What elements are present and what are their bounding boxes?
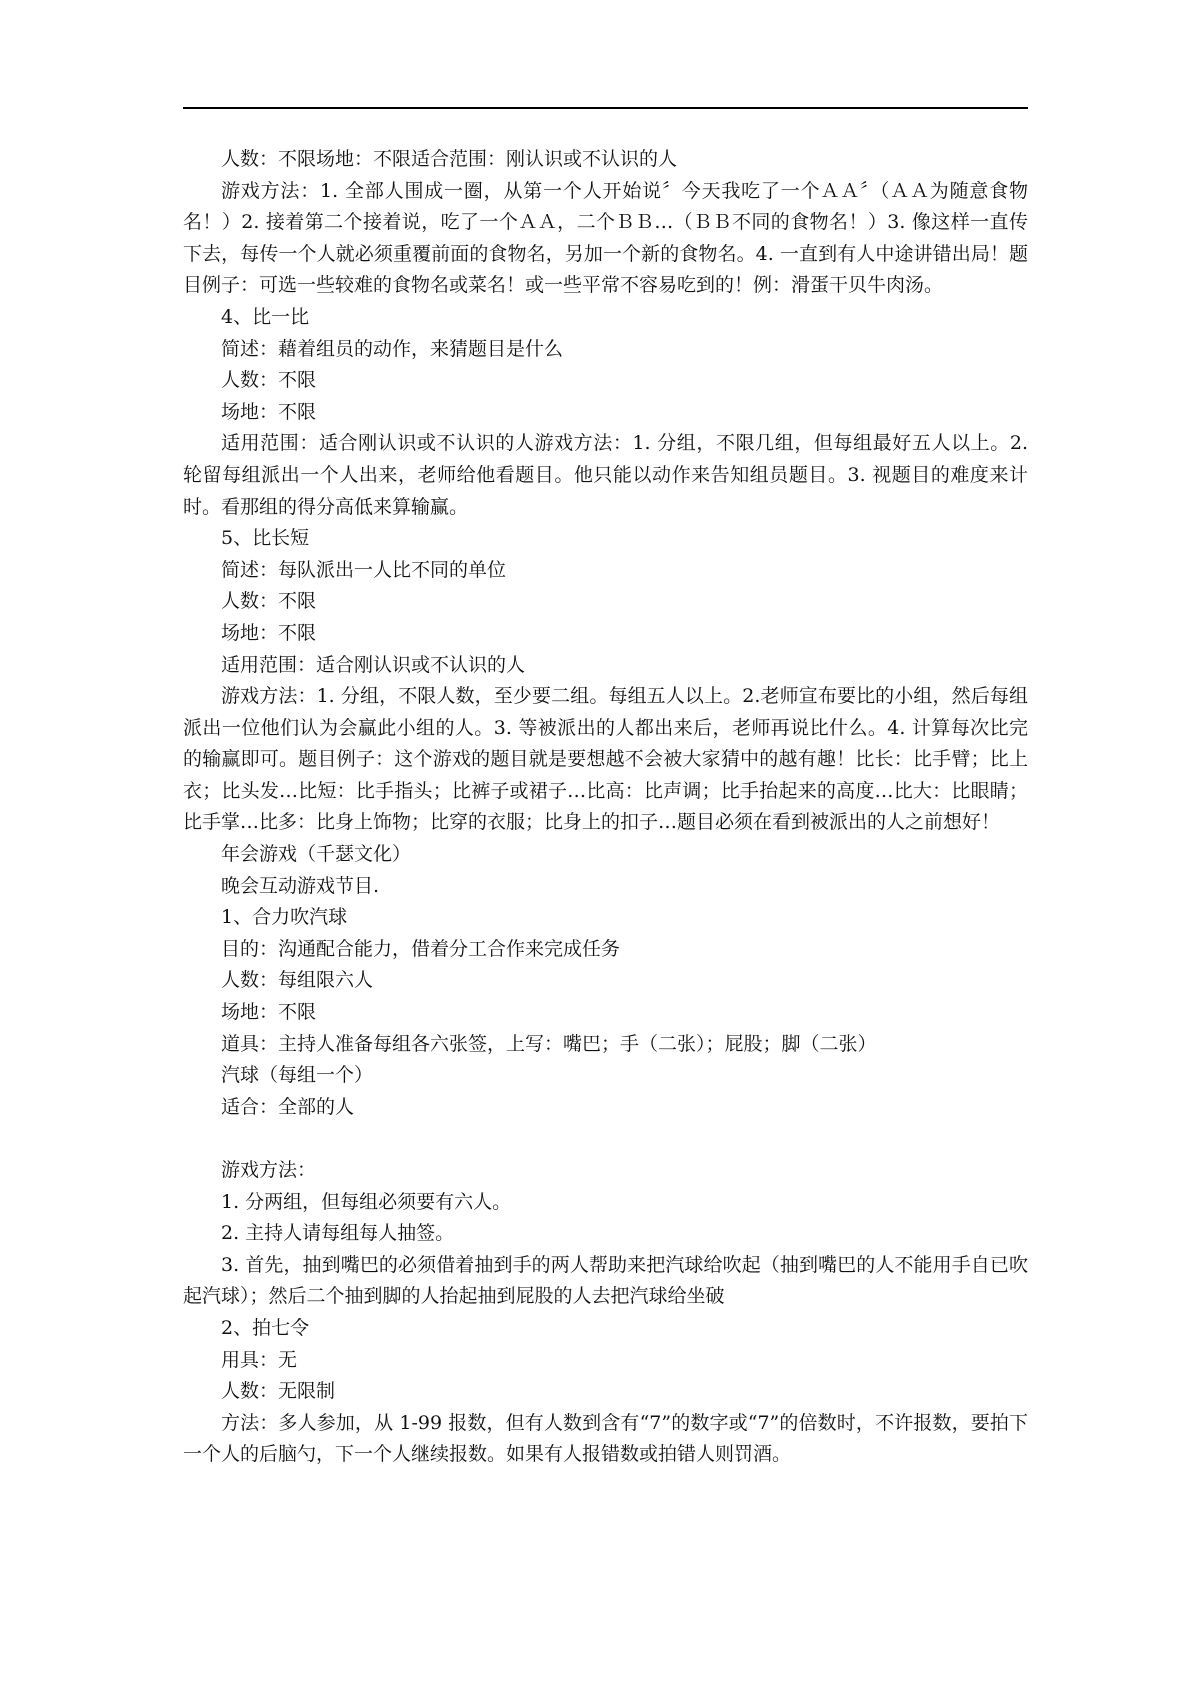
paragraph: 适用范围：适合刚认识或不认识的人游戏方法：1. 分组，不限几组，但每组最好五人以上。2. 轮留每组派出一个人出来，老师给他看题目。他只能以动作来告知组员题目。3. 视题目的难度来计时。看那组的得分高低来算输赢。 [183,432,1035,518]
paragraph: 方法：多人参加，从 1-99 报数，但有人数到含有“7”的数字或“7”的倍数时，不许报数，要拍下一个人的后脑勺，下一个人继续报数。如果有人报错数或拍错人则罚酒。 [183,1411,1028,1466]
paragraph: 2. 主持人请每组每人抽签。 [221,1222,455,1245]
paragraph: 人数：不限场地：不限适合范围：刚认识或不认识的人 [221,148,678,170]
paragraph: 3. 首先，抽到嘴巴的必须借着抽到手的两人帮助来把汽球给吹起（抽到嘴巴的人不能用手自已吹起汽球）；然后二个抽到脚的人抬起抽到屁股的人去把汽球给坐破 [183,1253,1028,1308]
document-body [183,144,1035,1471]
paragraph: 目的：沟通配合能力，借着分工合作来完成任务 [221,937,621,960]
paragraph: 游戏方法： [221,1159,317,1181]
paragraph: 游戏方法：1. 全部人围成一圈，从第一个人开始说〞今天我吃了一个ＡＡ〞（ＡＡ为随意食物名！）2. 接着第二个接着说，吃了一个ＡＡ，二个ＢＢ…（ＢＢ不同的食物名！）3. 像这样一直传下去，每传一个人就必须重覆前面的食物名，另加一个新的食物名。4. 一直到有人中途讲错出局！题目例子：可选一些较难的食物名或菜名！或一些平常不容易吃到的！例：滑蛋干贝牛肉汤。 [183,179,1028,297]
paragraph: 人数：不限 [221,369,317,392]
paragraph: 人数：每组限六人 [221,969,374,992]
paragraph: 汽球（每组一个） [221,1064,374,1087]
paragraph: 人数：无限制 [221,1380,336,1403]
section-heading: 4、比一比 [221,305,310,328]
paragraph: 游戏方法：1. 分组，不限人数，至少要二组。每组五人以上。2.老师宣布要比的小组，然后每组派出一位他们认为会赢此小组的人。3. 等被派出的人都出来后，老师再说比什么。4. 计算每次比完的输赢即可。题目例子：这个游戏的题目就是要想越不会被大家猜中的越有趣！比长：比手臂；比上衣；比头发…比短：比手指头；比裤子或裙子…比高：比声调；比手抬起来的高度…比大：比眼睛；比手掌…比多：比身上饰物；比穿的衣服；比身上的扣子…题目必须在看到被派出的人之前想好！ [183,685,1028,834]
section-heading: 5、比长短 [221,527,310,550]
paragraph: 道具：主持人准备每组各六张签，上写：嘴巴；手（二张）；屁股；脚（二张） [221,1032,877,1055]
paragraph: 简述：藉着组员的动作，来猜题目是什么 [221,337,564,360]
section-heading: 2、拍七令 [221,1316,310,1339]
paragraph: 晚会互动游戏节目. [221,874,380,897]
section-heading: 年会游戏（千瑟文化） [221,843,412,866]
paragraph: 场地：不限 [221,1001,317,1024]
paragraph: 场地：不限 [221,400,317,423]
paragraph: 场地：不限 [221,621,317,644]
paragraph: 简述：每队派出一人比不同的单位 [221,558,507,581]
paragraph: 用具：无 [221,1348,298,1371]
paragraph: 适合：全部的人 [221,1095,355,1118]
paragraph: 适用范围：适合刚认识或不认识的人 [221,653,526,676]
section-heading: 1、合力吹汽球 [221,906,348,929]
paragraph: 人数：不限 [221,590,317,613]
paragraph: 1. 分两组，但每组必须要有六人。 [221,1190,512,1213]
blank-line [183,1123,1028,1155]
header-rule [183,107,1028,109]
